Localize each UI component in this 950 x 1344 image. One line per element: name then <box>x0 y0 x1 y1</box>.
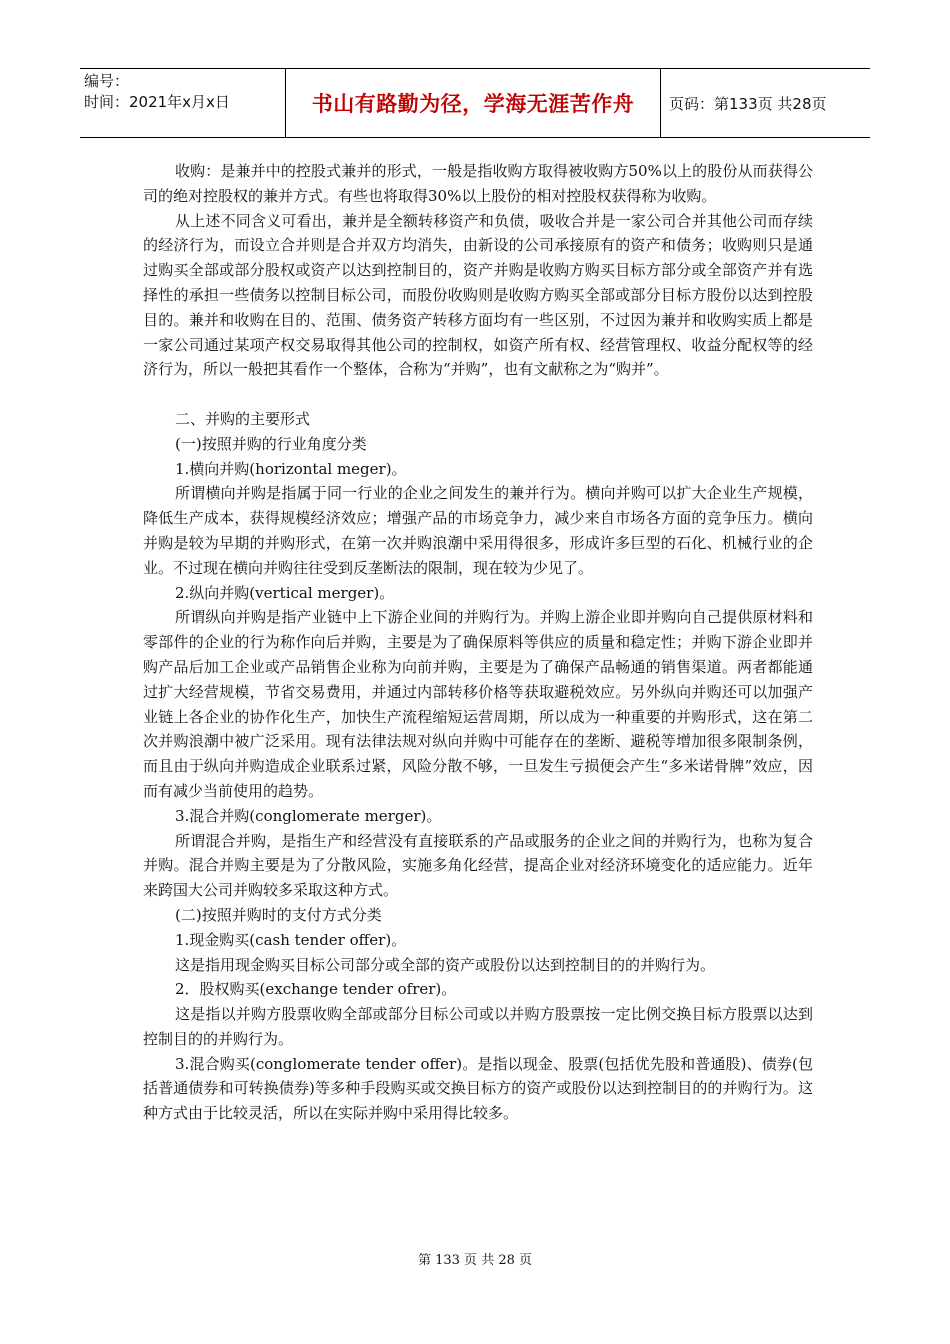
time-label: 时间：2021年x月x日 <box>84 93 230 111</box>
header-page-info: 页码：第133页 共28页 <box>669 94 827 113</box>
paragraph-differences: 从上述不同含义可看出，兼并是全额转移资产和负债，吸收合并是一家公司合并其他公司而存续的经济行为，而设立合并则是合并双方均消失，由新设的公司承接原有的资产和债务；收购则只是通过购买全部或部分股权或资产以达到控制目的，资产并购是收购方购买目标方部分或全部资产并有选择性的承担一些债务以控制目标公司，而股份收购则是收购方购买全部或部分目标方股份以达到控股目的。兼并和收购在目的、范围、债务资产转移方面均有一些区别，不过因为兼并和收购实质上都是一家公司通过某项产权交易取得其他公司的控制权，如资产所有权、经营管理权、收益分配权等的经济行为，所以一般把其看作一个整体，合称为“并购”，也有文献称之为“购并”。 <box>143 211 813 379</box>
item-heading-cash: 1.现金购买(cash tender offer)。 <box>175 930 407 949</box>
paragraph-conglomerate: 所谓混合并购，是指生产和经营没有直接联系的产品或服务的企业之间的并购行为，也称为复合并购。混合并购主要是为了分散风险，实施多角化经营，提高企业对经济环境变化的适应能力。近年来跨国大公司并购较多采取这种方式。 <box>143 831 813 900</box>
paragraph-exchange: 这是指以并购方股票收购全部或部分目标公司或以并购方股票按一定比例交换目标方股票以达到控制目的的并购行为。 <box>143 1005 813 1048</box>
page-footer: 第 133 页 共 28 页 <box>417 1253 533 1268</box>
paragraph-acquisition-definition: 收购：是兼并中的控股式兼并的形式，一般是指收购方取得被收购方50%以上的股份从而获得公司的绝对控股权的兼并方式。有些也将取得30%以上股份的相对控股权获得称为收购。 <box>143 162 813 205</box>
header-meta <box>80 69 286 137</box>
document-body <box>143 159 813 1126</box>
subsection-heading-payment: (二)按照并购时的支付方式分类 <box>175 905 382 924</box>
section-heading: 二、并购的主要形式 <box>175 409 311 428</box>
header-motto: 书山有路勤为径，学海无涯苦作舟 <box>286 69 661 137</box>
item-heading-exchange: 2．股权购买(exchange tender ofrer)。 <box>175 980 457 999</box>
page-header <box>80 68 870 138</box>
blank-line <box>143 382 813 407</box>
item-heading-vertical: 2.纵向并购(vertical merger)。 <box>175 583 395 602</box>
paragraph-cash: 这是指用现金购买目标公司部分或全部的资产或股份以达到控制目的的并购行为。 <box>175 955 716 974</box>
subsection-heading-industry: (一)按照并购的行业角度分类 <box>175 434 367 453</box>
paragraph-horizontal: 所谓横向并购是指属于同一行业的企业之间发生的兼并行为。横向并购可以扩大企业生产规模，降低生产成本，获得规模经济效应；增强产品的市场竞争力，减少来自市场各方面的竞争压力。横向并购是较为早期的并购形式，在第一次并购浪潮中采用得很多，形成许多巨型的石化、机械行业的企业。不过现在横向并购往往受到反垄断法的限制，现在较为少见了。 <box>143 484 813 577</box>
paragraph-vertical: 所谓纵向并购是指产业链中上下游企业间的并购行为。并购上游企业即并购向自己提供原材料和零部件的企业的行为称作向后并购，主要是为了确保原料等供应的质量和稳定性；并购下游企业即并购产品后加工企业或产品销售企业称为向前并购，主要是为了确保产品畅通的销售渠道。两者都能通过扩大经营规模，节省交易费用，并通过内部转移价格等获取避税效应。另外纵向并购还可以加强产业链上各企业的协作化生产，加快生产流程缩短运营周期，所以成为一种重要的并购形式，这在第二次并购浪潮中被广泛采用。现有法律法规对纵向并购中可能存在的垄断、避税等增加很多限制条例，而且由于纵向并购造成企业联系过紧，风险分散不够，一旦发生亏损便会产生“多米诺骨牌”效应，因而有减少当前使用的趋势。 <box>143 608 813 800</box>
item-heading-conglomerate: 3.混合并购(conglomerate merger)。 <box>175 806 442 825</box>
item-heading-horizontal: 1.横向并购(horizontal meger)。 <box>175 459 407 478</box>
paragraph-mixed-purchase: 3.混合购买(conglomerate tender offer)。是指以现金、股票(包括优先股和普通股)、债券(包括普通债券和可转换债券)等多种手段购买或交换目标方的资产或股份以达到控制目的的并购行为。这种方式由于比较灵活，所以在实际并购中采用得比较多。 <box>143 1054 813 1123</box>
serial-label: 编号： <box>84 72 130 90</box>
